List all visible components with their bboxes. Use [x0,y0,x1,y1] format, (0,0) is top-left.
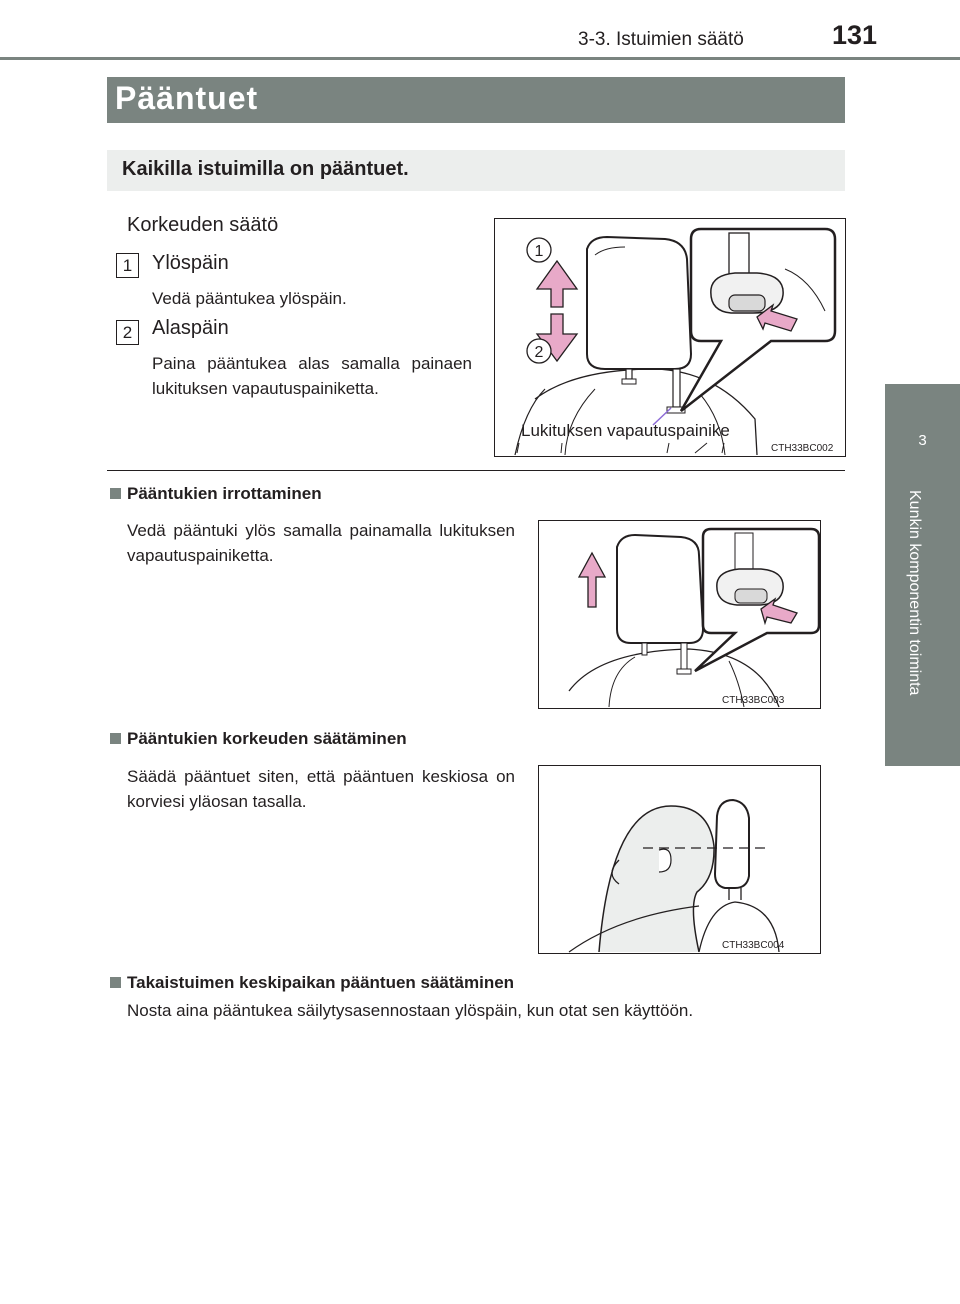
header-rule [0,57,960,60]
headrest-adjust-illustration [495,219,845,456]
step-1-label: Ylöspäin [152,252,229,274]
section-2-bullet [110,733,121,744]
section-2-text: Säädä pääntuet siten, että pääntuen keskiosa on korviesi yläosan tasalla. [127,767,515,811]
header-section-title: 3-3. Istuimien säätö [578,29,744,50]
step-2-number: 2 [116,320,139,345]
figure-callout-2: 2 [534,344,544,361]
figure-headrest-adjust [494,218,846,457]
figure-2-code: CTH33BC003 [722,695,785,706]
chapter-tab [885,384,960,476]
figure-headrest-removal [538,520,821,709]
chapter-number: 3 [918,432,927,449]
step-2-label: Alaspäin [152,317,229,339]
page-subtitle: Kaikilla istuimilla on pääntuet. [122,158,409,180]
section-2-heading: Pääntukien korkeuden säätäminen [127,729,407,748]
section-1-text: Vedä pääntuki ylös samalla painamalla lukituksen vapautuspainiketta. [127,521,515,565]
section-3-text: Nosta aina pääntukea säilytysasennostaan ylöspäin, kun otat sen käyttöön. [127,1001,694,1020]
step-2-text: Paina pääntukea alas samalla painaen lukituksen vapautuspainiketta. [152,354,472,398]
headrest-height-illustration [539,766,820,953]
page-number: 131 [832,20,878,50]
headrest-removal-illustration [539,521,820,708]
figure-callout-label: Lukituksen vapautuspainike [521,421,730,440]
figure-3-code: CTH33BC004 [722,940,785,951]
step-1-text: Vedä pääntukea ylöspäin. [152,289,347,308]
page-title: Pääntuet [115,80,259,116]
adjust-heading: Korkeuden säätö [127,214,279,236]
section-separator [107,470,845,471]
step-1-number: 1 [116,253,139,278]
figure-1-code: CTH33BC002 [771,443,834,454]
figure-callout-1: 1 [534,243,544,260]
chapter-label: Kunkin komponentin toiminta [906,490,923,696]
section-1-heading: Pääntukien irrottaminen [127,484,322,503]
figure-headrest-height [538,765,821,954]
section-3-heading: Takaistuimen keskipaikan pääntuen säätäminen [127,973,515,992]
section-1-bullet [110,488,121,499]
section-3-bullet [110,977,121,988]
